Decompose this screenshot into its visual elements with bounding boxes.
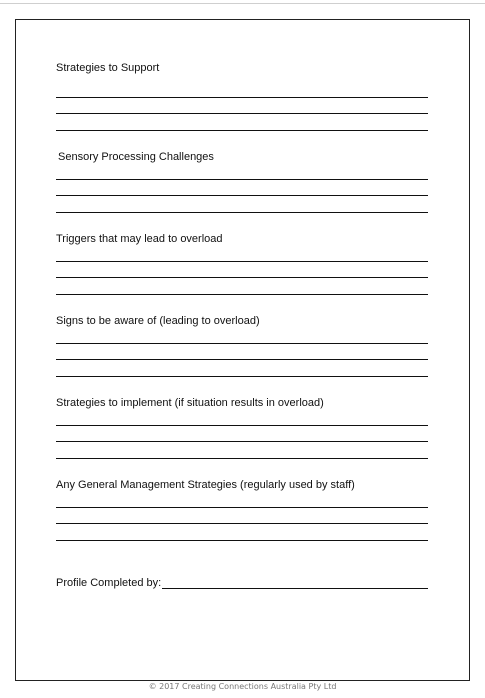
top-edge [0,0,485,4]
section-title-strategies-to-implement: Strategies to implement (if situation results in overload) [56,397,324,409]
write-line[interactable] [56,261,428,262]
write-line[interactable] [56,343,428,344]
section-title-sensory-processing: Sensory Processing Challenges [58,151,214,163]
profile-completed-by-label: Profile Completed by: [56,577,162,589]
section-title-signs: Signs to be aware of (leading to overload) [56,315,260,327]
copyright-footer: © 2017 Creating Connections Australia Pty Ltd [148,682,337,691]
write-line[interactable] [56,130,428,131]
write-line[interactable] [56,359,428,360]
profile-completed-by-line[interactable] [162,588,428,589]
write-line[interactable] [56,425,428,426]
write-line[interactable] [56,195,428,196]
section-title-strategies-to-support: Strategies to Support [56,62,160,74]
section-title-triggers: Triggers that may lead to overload [56,233,223,245]
write-line[interactable] [56,523,428,524]
write-line[interactable] [56,507,428,508]
write-line[interactable] [56,458,428,459]
write-line[interactable] [56,277,428,278]
write-line[interactable] [56,441,428,442]
write-line[interactable] [56,294,428,295]
section-title-general-management: Any General Management Strategies (regularly used by staff) [56,479,355,491]
write-line[interactable] [56,113,428,114]
write-line[interactable] [56,179,428,180]
write-line[interactable] [56,540,428,541]
write-line[interactable] [56,212,428,213]
write-line[interactable] [56,97,428,98]
write-line[interactable] [56,376,428,377]
